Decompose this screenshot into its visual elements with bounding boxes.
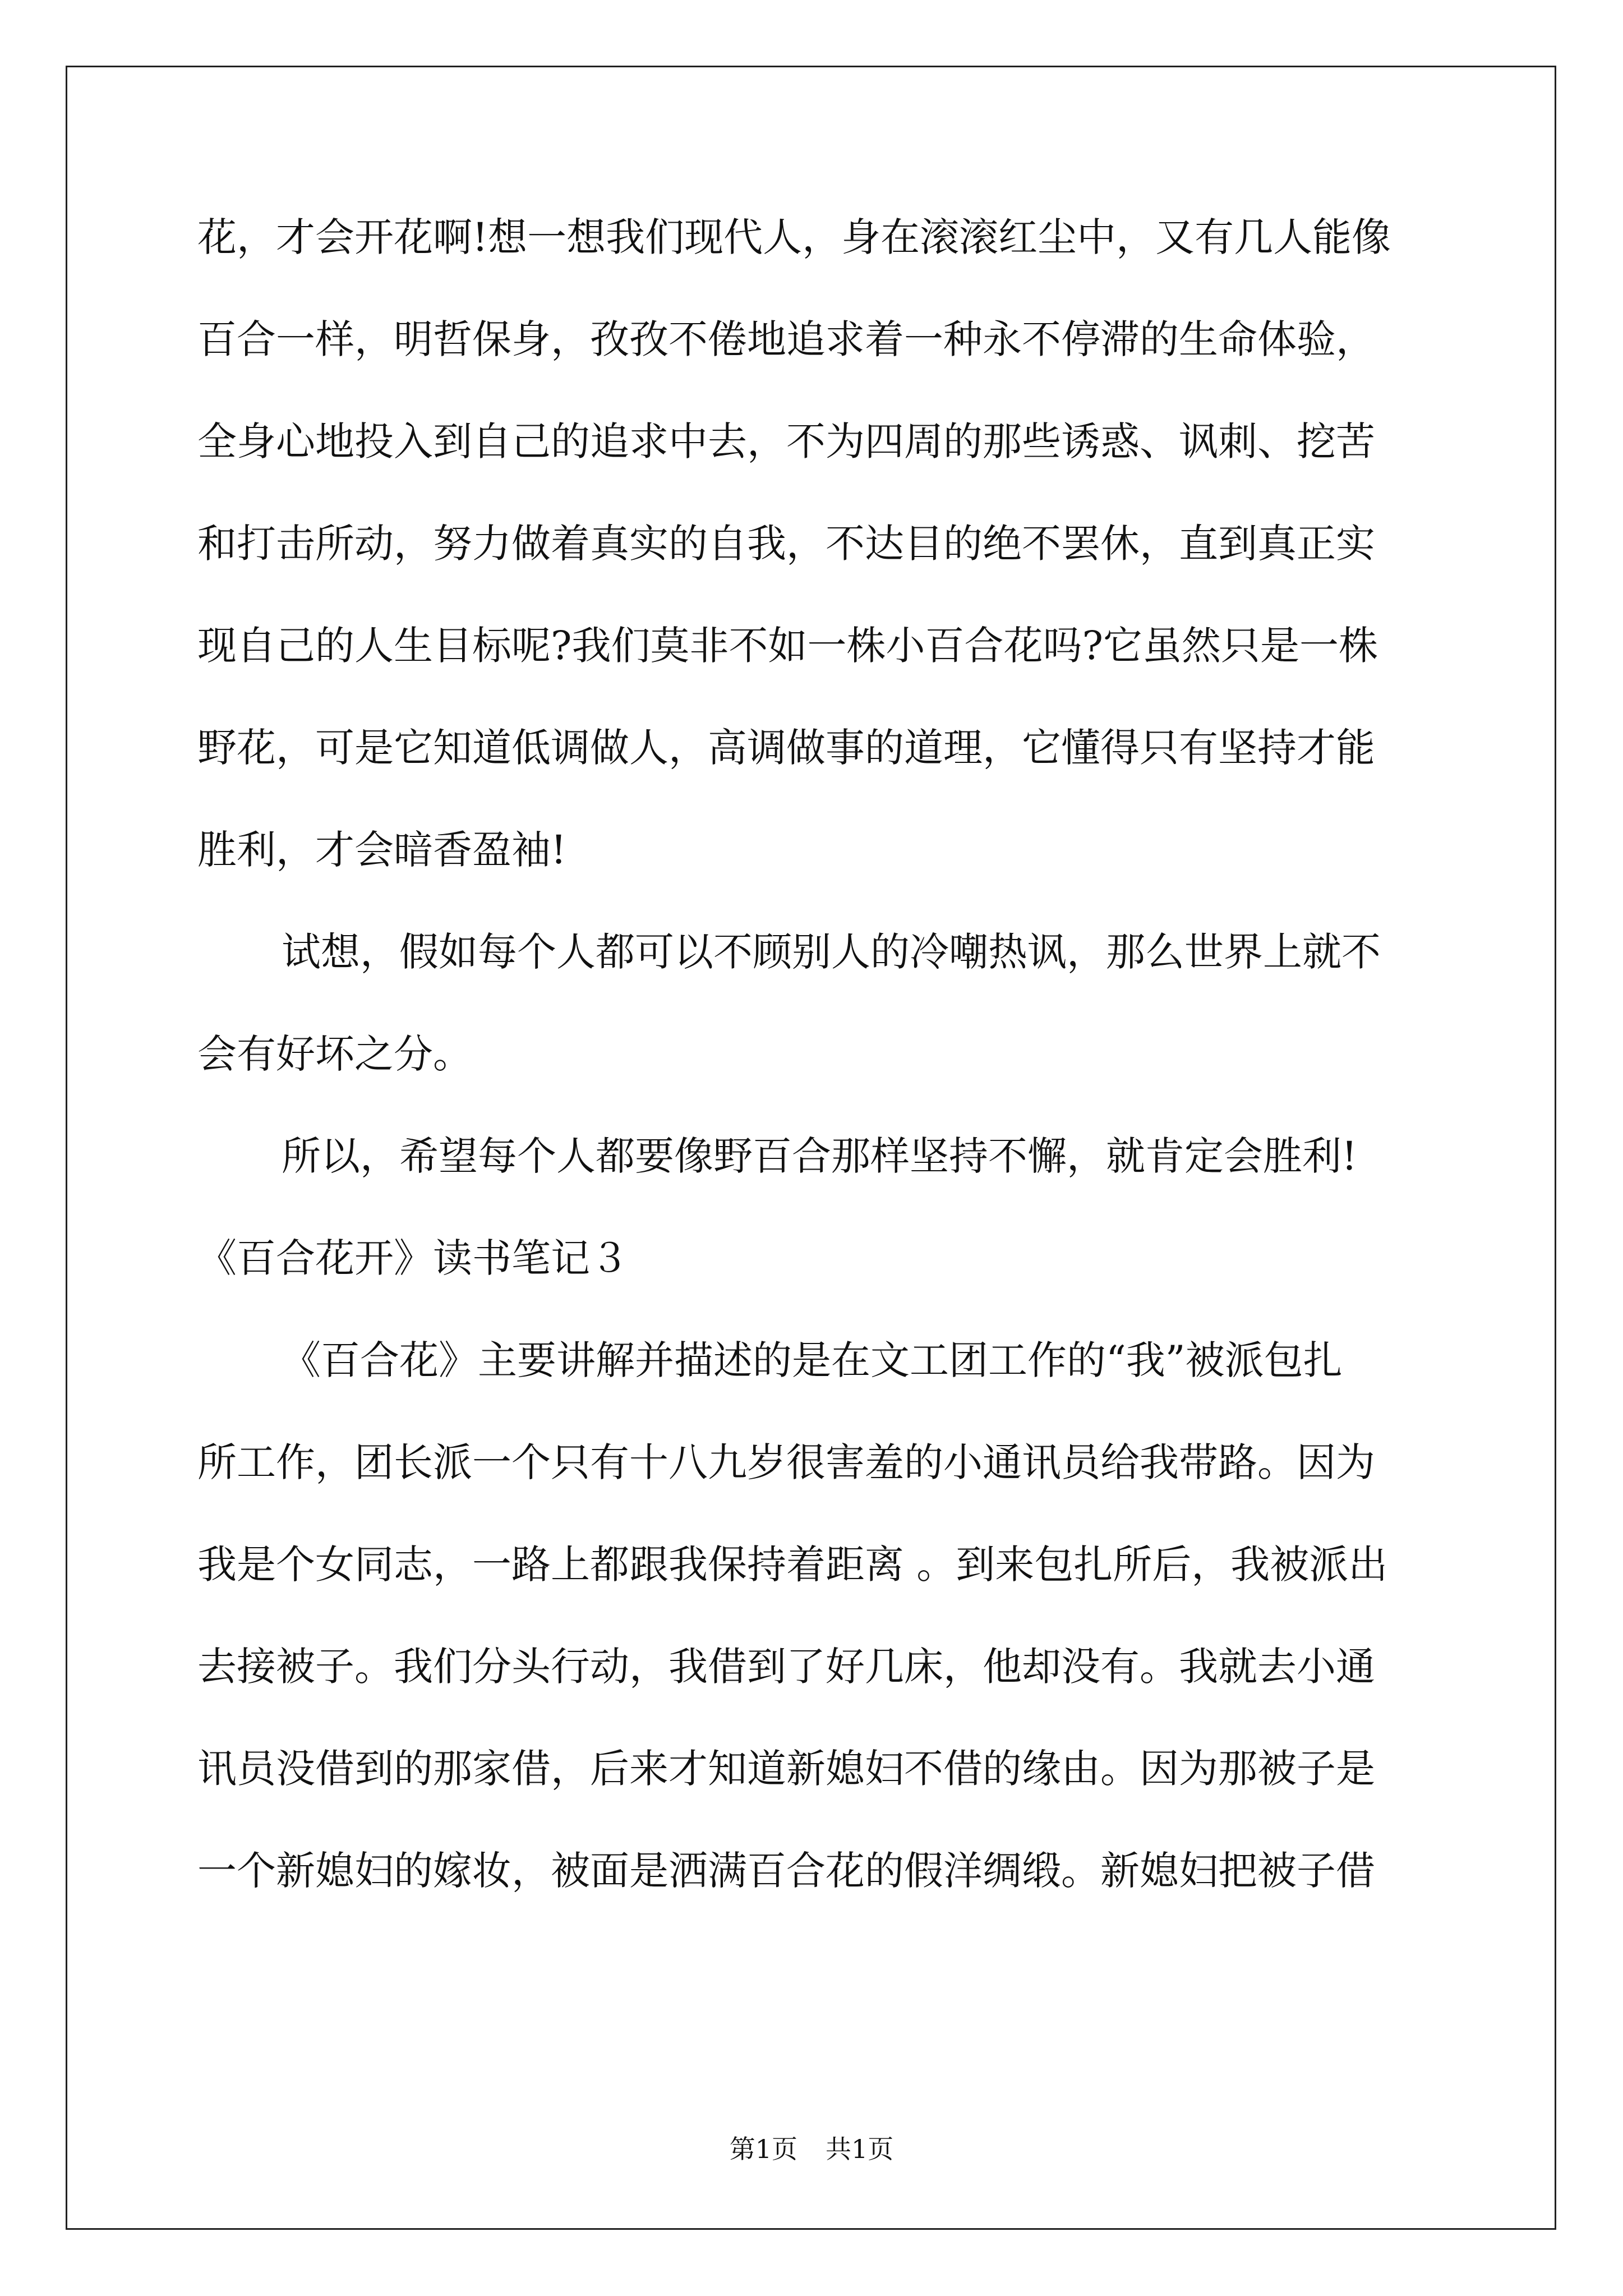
text-line: 和打击所动，努力做着真实的自我，不达目的绝不罢休，直到真正实	[197, 521, 1375, 567]
total-pages: 共1页	[826, 2134, 894, 2164]
paragraph-start-line: 《百合花》主要讲解并描述的是在文工团工作的“我”被派包扎	[282, 1337, 1343, 1383]
text-line: 胜利，才会暗香盈袖!	[197, 827, 567, 873]
text-line: 讯员没借到的那家借，后来才知道新媳妇不借的缘由。因为那被子是	[197, 1746, 1375, 1792]
text-line: 野花，可是它知道低调做人，高调做事的道理，它懂得只有坚持才能	[197, 725, 1375, 771]
page-number: 第1页	[729, 2134, 797, 2164]
text-line: 现自己的人生目标呢?我们莫非不如一株小百合花吗?它虽然只是一株	[197, 623, 1378, 669]
text-line: 去接被子。我们分头行动，我借到了好几床，他却没有。我就去小通	[197, 1644, 1375, 1690]
text-line: 会有好坏之分。	[197, 1031, 472, 1077]
paragraph-start-line: 试想，假如每个人都可以不顾别人的冷嘲热讽，那么世界上就不	[282, 929, 1381, 975]
paragraph-start-line: 所以，希望每个人都要像野百合那样坚持不懈，就肯定会胜利!	[282, 1133, 1358, 1179]
section-heading: 《百合花开》读书笔记３	[197, 1235, 629, 1281]
text-line: 花，才会开花啊!想一想我们现代人，身在滚滚红尘中，又有几人能像	[197, 214, 1391, 260]
text-line: 一个新媳妇的嫁妆，被面是洒满百合花的假洋绸缎。新媳妇把被子借	[197, 1848, 1375, 1894]
page-footer	[0, 2136, 1623, 2162]
text-line: 我是个女同志，一路上都跟我保持着距离 。到来包扎所后，我被派出	[197, 1542, 1388, 1588]
document-body	[197, 214, 1431, 1953]
text-line: 百合一样，明哲保身，孜孜不倦地追求着一种永不停滞的生命体验，	[197, 316, 1375, 362]
text-line: 全身心地投入到自己的追求中去，不为四周的那些诱惑、讽刺、挖苦	[197, 418, 1375, 464]
text-line: 所工作，团长派一个只有十八九岁很害羞的小通讯员给我带路。因为	[197, 1439, 1375, 1485]
